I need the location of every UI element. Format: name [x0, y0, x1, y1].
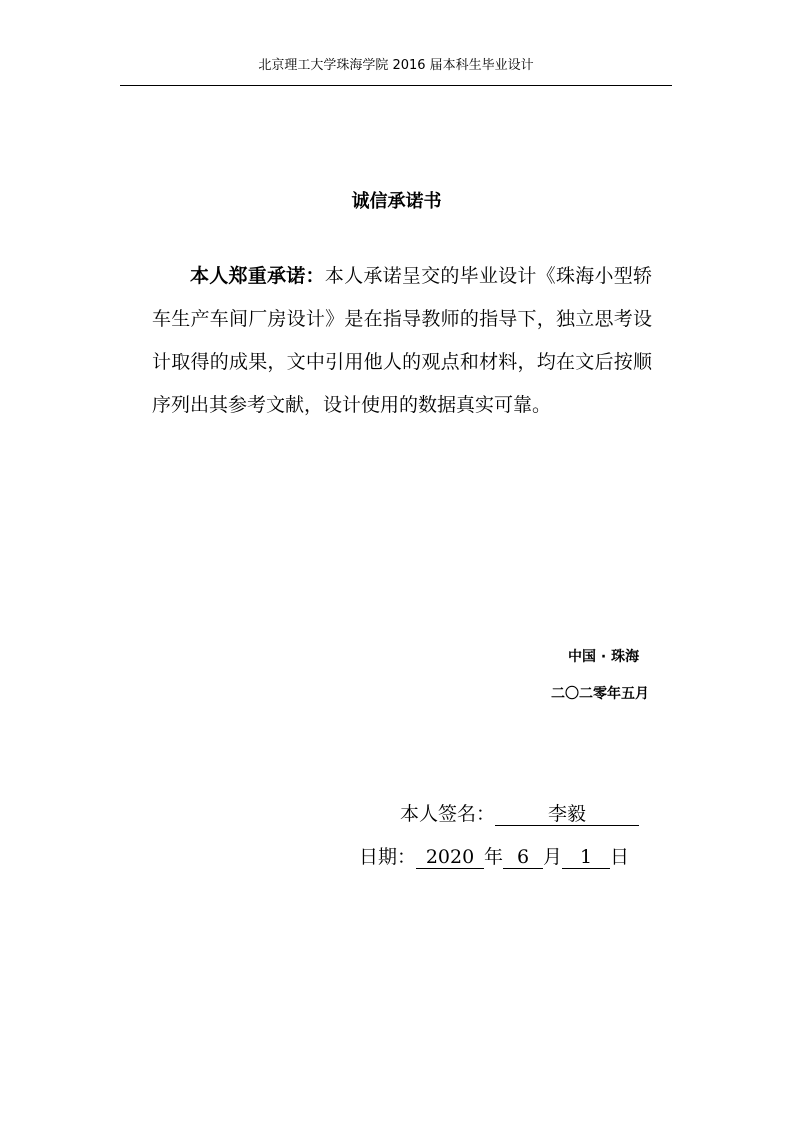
document-title: 诚信承诺书	[351, 191, 442, 212]
date-year: 2020	[416, 846, 484, 869]
date-day-unit: 日	[610, 846, 630, 868]
date-day: 1	[562, 846, 610, 869]
signature-line	[400, 799, 639, 829]
pledge-paragraph	[152, 255, 652, 427]
signature-name: 李毅	[495, 803, 639, 826]
date-month: 6	[503, 846, 543, 869]
graduation-date: 二〇二零年五月	[551, 686, 649, 702]
header-text: 北京理工大学珠海学院 2016 届本科生毕业设计	[258, 58, 534, 73]
signature-label: 本人签名：	[400, 803, 496, 825]
page-header	[120, 56, 672, 86]
pledge-lead: 本人郑重承诺：	[190, 265, 325, 287]
date-year-unit: 年	[484, 846, 504, 868]
date-label: 日期：	[359, 846, 417, 868]
place-text: 中国 · 珠海	[568, 649, 640, 665]
date-month-unit: 月	[543, 846, 563, 868]
pledge-body: 本人承诺呈交的毕业设计《珠海小型轿车生产车间厂房设计》是在指导教师的指导下，独立思考设计取得的成果，文中引用他人的观点和材料，均在文后按顺序列出其参考文献，设计使用的数据真实可靠。	[152, 265, 652, 416]
date-line	[359, 842, 629, 872]
